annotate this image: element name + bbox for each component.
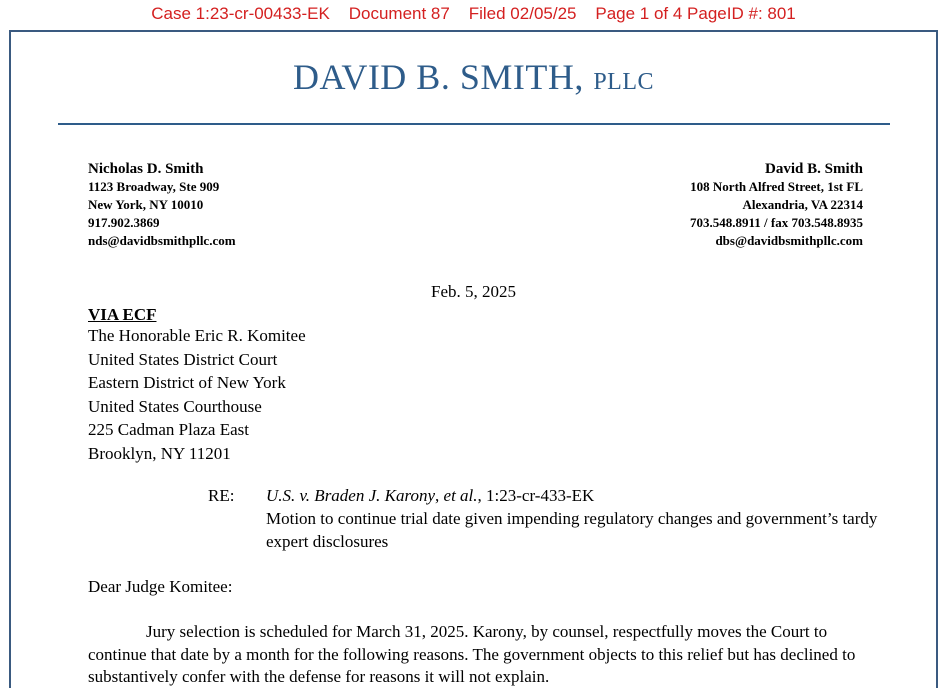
address-line: 108 North Alfred Street, 1st FL: [690, 179, 863, 194]
recipient-line: 225 Cadman Plaza East: [88, 420, 249, 439]
recipient-line: Brooklyn, NY 11201: [88, 443, 231, 463]
ecf-header: Case 1:23-cr-00433-EK Document 87 Filed 02/05/25 Page 1 of 4 PageID #: 801: [151, 4, 796, 23]
page-border-top: [9, 30, 938, 32]
address-line: New York, NY 10010: [88, 197, 204, 212]
address-line: Alexandria, VA 22314: [742, 197, 863, 212]
letterhead-firm-name: [0, 56, 947, 98]
letterhead-rule: [58, 123, 890, 125]
attorney-name: David B. Smith: [765, 161, 863, 177]
case-suffix: et al.: [443, 486, 478, 505]
case-name-comma: ,: [435, 486, 444, 505]
email: nds@davidbsmithpllc.com: [88, 233, 236, 248]
letter-date: Feb. 5, 2025: [431, 282, 516, 301]
re-label: RE:: [208, 486, 235, 505]
email: dbs@davidbsmithpllc.com: [715, 233, 863, 248]
page-border-right: [936, 30, 938, 688]
case-number: , 1:23-cr-433-EK: [477, 486, 595, 505]
recipient-block: [88, 324, 306, 465]
case-caption: [266, 484, 906, 507]
recipient-line: United States District Court: [88, 349, 278, 369]
firm-suffix: PLLC: [593, 69, 655, 95]
recipient-line: The Honorable Eric R. Komitee: [88, 326, 306, 345]
right-address-block: [690, 160, 863, 250]
re-text: [266, 484, 906, 553]
delivery-method: VIA ECF: [88, 305, 157, 324]
re-subject: Motion to continue trial date given impending regulatory changes and government’s tardy expert disclosures: [266, 509, 878, 551]
attorney-name: Nicholas D. Smith: [88, 161, 204, 177]
paragraph-text: Jury selection is scheduled for March 31, 2025. Karony, by counsel, respectfully moves the Court to continue that date by a month for the following reasons. The government objects to this relief but has declined to substantively confer with the defense for reasons it will not explain.: [88, 622, 856, 686]
firm-name: DAVID B. SMITH,: [292, 57, 584, 97]
recipient-line: Eastern District of New York: [88, 373, 286, 392]
address-line: 1123 Broadway, Ste 909: [88, 179, 220, 194]
salutation: Dear Judge Komitee:: [88, 577, 233, 596]
phone-fax: 703.548.8911 / fax 703.548.8935: [690, 215, 863, 230]
case-name: U.S. v. Braden J. Karony: [266, 486, 436, 505]
recipient-line: United States Courthouse: [88, 396, 262, 416]
phone: 917.902.3869: [88, 215, 160, 230]
left-address-block: [88, 160, 236, 250]
page-border-left: [9, 30, 11, 688]
body-paragraph: [88, 621, 863, 689]
